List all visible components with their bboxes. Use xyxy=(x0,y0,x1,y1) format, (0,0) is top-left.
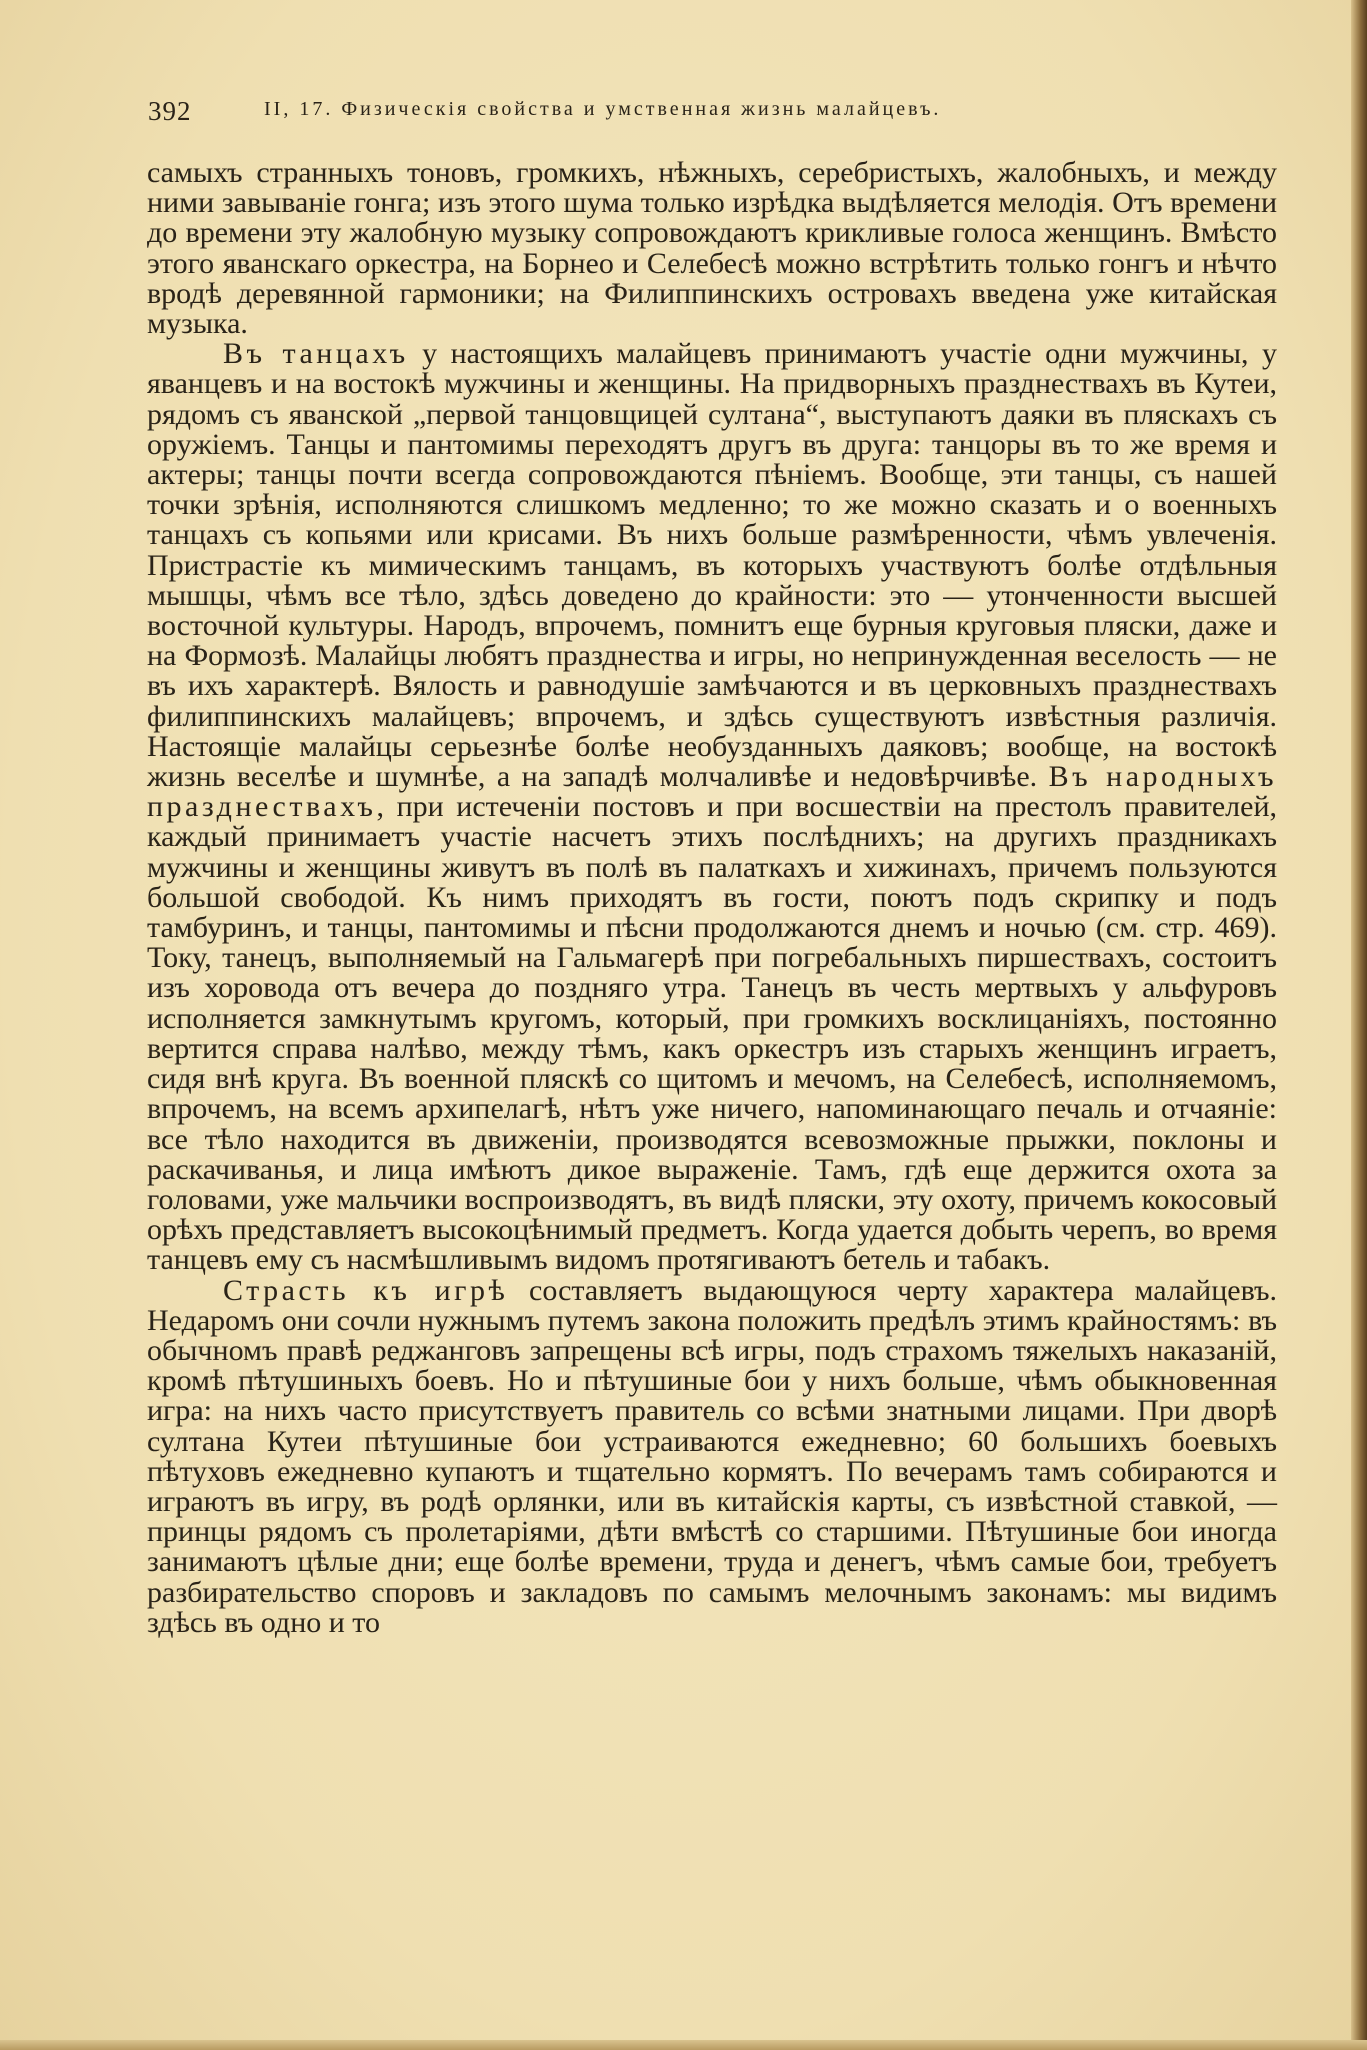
body-text xyxy=(147,158,1277,1638)
paragraph-text: составляетъ выдающуюся черту характера малайцевъ. Недаромъ они сочли нужнымъ путемъ закона положить предѣлъ этимъ крайностямъ: въ обычномъ правѣ реджанговъ запрещены всѣ игры, подъ страхомъ тяжелыхъ наказаній, кромѣ пѣтушиныхъ боевъ. Но и пѣтушиные бои у нихъ больше, чѣмъ обыкновенная игра: на нихъ часто присутствуетъ правитель со всѣми знатными лицами. При дворѣ султана Кутеи пѣтушиные бои устраиваются ежедневно; 60 большихъ боевыхъ пѣтуховъ ежедневно купаютъ и тщательно кормятъ. По вечерамъ тамъ собираются и играютъ въ игру, въ родѣ орлянки, или въ китайскія карты, съ извѣстной ставкой, — принцы рядомъ съ пролетаріями, дѣти вмѣстѣ со старшими. Пѣтушиные бои иногда занимаютъ цѣлые дни; еще болѣе времени, труда и денегъ, чѣмъ самые бои, требуетъ разбирательство споровъ и закладовъ по самымъ мелочнымъ законамъ: мы видимъ здѣсь въ одно и то xyxy=(147,1273,1278,1639)
paragraph-2 xyxy=(147,339,1277,1275)
emphasis-folk-festivals: Въ народныхъ празднествахъ xyxy=(147,760,1277,824)
paragraph-1 xyxy=(147,158,1277,339)
paragraph-3 xyxy=(147,1273,1278,1639)
paragraph-text: у настоящихъ малайцевъ принимаютъ участіе одни мужчины, у яванцевъ и на востокѣ мужчины и женщины. На придворныхъ празднествахъ въ Кутеи, рядомъ съ яванской „первой танцовщицей султана“, выступаютъ даяки въ пляскахъ съ оружіемъ. Танцы и пантомимы переходятъ другъ въ друга: танцоры въ то же время и актеры; танцы почти всегда сопровождаются пѣніемъ. Вообще, эти танцы, съ нашей точки зрѣнія, исполняются слишкомъ медленно; то же можно сказать и о военныхъ танцахъ съ копьями или крисами. Въ нихъ больше размѣренности, чѣмъ увлеченія. Пристрастіе къ мимическимъ танцамъ, въ которыхъ участвуютъ болѣе отдѣльныя мышцы, чѣмъ все тѣло, здѣсь доведено до крайности: это — утонченности высшей восточной культуры. Народъ, впрочемъ, помнитъ еще бурныя круговыя пляски, даже и на Формозѣ. Малайцы любятъ празднества и игры, но непринужденная веселость — не въ ихъ характерѣ. Вялость и равнодушіе замѣчаются и въ церковныхъ празднествахъ филиппинскихъ малайцевъ; впрочемъ, и здѣсь существуютъ извѣстныя различія. Настоящіе малайцы серьезнѣе болѣе необузданныхъ даяковъ; вообще, на востокѣ жизнь веселѣе и шумнѣе, а на западѣ молчаливѣе и недовѣрчивѣе. xyxy=(147,337,1277,794)
page-edge-shadow xyxy=(1351,0,1367,2050)
paragraph-text: самыхъ странныхъ тоновъ, громкихъ, нѣжныхъ, серебристыхъ, жалобныхъ, и между ними завываніе гонга; изъ этого шума только изрѣдка выдѣляется мелодія. Отъ времени до времени эту жалобную музыку сопровождаютъ крикливые голоса женщинъ. Вмѣсто этого яванскаго оркестра, на Борнео и Селебесѣ можно встрѣтить только гонгъ и нѣчто вродѣ деревянной гармоники; на Филиппинскихъ островахъ введена уже китайская музыка. xyxy=(147,156,1277,341)
paragraph-text: , при истеченіи постовъ и при восшествіи на престолъ правителей, каждый принимаетъ участіе насчетъ этихъ послѣднихъ; на другихъ праздникахъ мужчины и женщины живутъ въ полѣ въ палаткахъ и хижинахъ, причемъ пользуются большой свободой. Къ нимъ приходятъ въ гости, поютъ подъ скрипку и подъ тамбуринъ, и танцы, пантомимы и пѣсни продолжаются днемъ и ночью (см. стр. 469). Току, танецъ, выполняемый на Гальмагерѣ при погребальныхъ пиршествахъ, состоитъ изъ хоровода отъ вечера до поздняго утра. Танецъ въ честь мертвыхъ у альфуровъ исполняется замкнутымъ кругомъ, который, при громкихъ восклицаніяхъ, постоянно вертится справа налѣво, между тѣмъ, какъ оркестръ изъ старыхъ женщинъ играетъ, сидя внѣ круга. Въ военной пляскѣ со щитомъ и мечомъ, на Селебесѣ, исполняемомъ, впрочемъ, на всемъ архипелагѣ, нѣтъ уже ничего, напоминающаго печаль и отчаяніе: все тѣло находится въ движеніи, производятся всевозможные прыжки, поклоны и раскачиванья, и лица имѣютъ дикое выраженіе. Тамъ, гдѣ еще держится охота за головами, уже мальчики воспроизводятъ, въ видѣ пляски, эту охоту, причемъ кокосовый орѣхъ представляетъ высокоцѣнимый предметъ. Когда удается добыть черепъ, во время танцевъ ему съ насмѣшливымъ видомъ протягиваютъ бетель и табакъ. xyxy=(147,790,1277,1277)
page-header xyxy=(148,96,1188,132)
page-number: 392 xyxy=(148,96,192,126)
page-bottom-edge xyxy=(0,2040,1367,2050)
emphasis-passion-for-games: Страсть къ игрѣ xyxy=(223,1273,509,1307)
running-head: II, 17. Физическія свойства и умственная жизнь малайцевъ. xyxy=(264,98,942,120)
emphasis-dances: Въ танцахъ xyxy=(223,337,409,371)
